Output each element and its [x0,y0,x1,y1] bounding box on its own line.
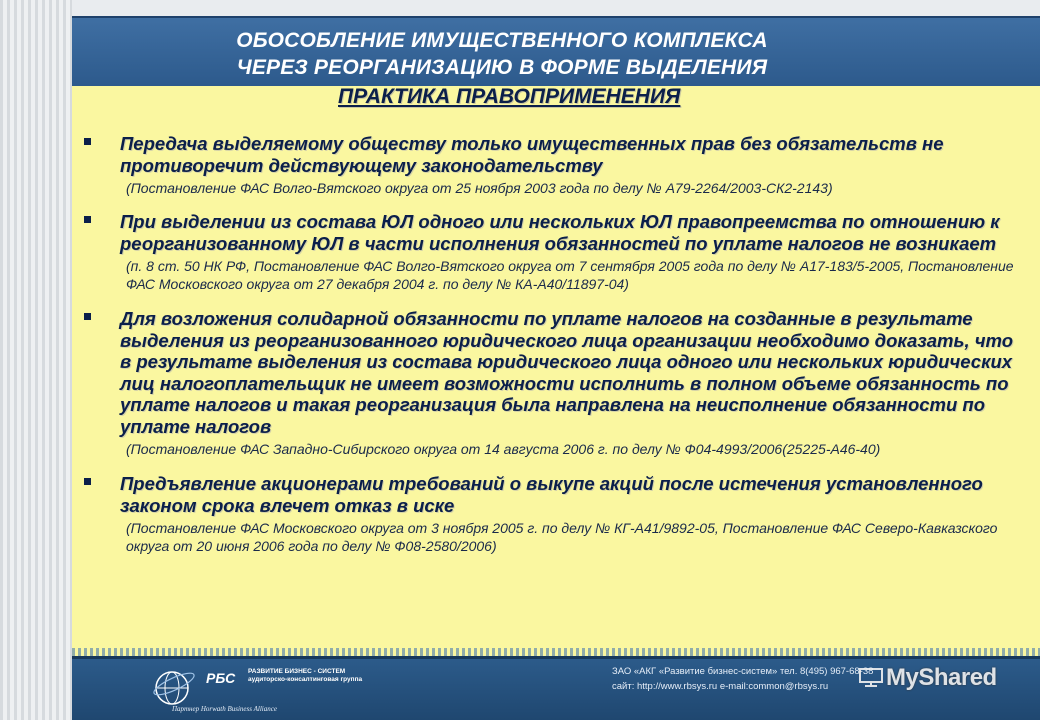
item-reference: (п. 8 ст. 50 НК РФ, Постановление ФАС Волго-Вятского округа от 7 сентября 2005 года по делу № А17-183/5-2005, Постановление ФАС Московского округа от 27 декабря 2004 г. по делу № КА-А40/11897-04) [126,258,1014,292]
contact-info [612,664,873,694]
logo-brand: РБС [206,670,236,686]
square-bullet-icon [84,135,94,145]
item-statement: При выделении из состава ЮЛ одного или нескольких ЮЛ правопреемства по отношению к реорганизованному ЮЛ в части исполнения обязанностей по уплате налогов не возникает [120,211,1000,254]
watermark-text: MyShared [886,664,997,691]
globe-logo-icon [150,664,198,708]
logo-tagline [248,668,362,684]
logo-tagline-line-2: аудиторско-консалтинговая группа [248,676,363,683]
square-bullet-icon [84,213,94,223]
contact-web-line[interactable]: сайт: http://www.rbsys.ru e-mail:common@rbsys.ru [612,681,829,692]
slide-subtitle: ПРАКТИКА ПРАВОПРИМЕНЕНИЯ [338,85,681,108]
item-reference: (Постановление ФАС Волго-Вятского округа от 25 ноября 2003 года по делу № А79-2264/2003-СК2-2143) [126,180,833,196]
list-item [84,211,1024,293]
list-item [84,308,1024,458]
square-bullet-icon [84,475,94,485]
bullet-list [84,133,1024,555]
title-line-2: ЧЕРЕЗ РЕОРГАНИЗАЦИЮ В ФОРМЕ ВЫДЕЛЕНИЯ [236,56,768,79]
title-line-1: ОБОСОБЛЕНИЕ ИМУЩЕСТВЕННОГО КОМПЛЕКСА [236,29,768,52]
slide-title [72,27,932,81]
item-statement: Для возложения солидарной обязанности по уплате налогов на созданные в результате выделения из реорганизованного юридического лица организации необходимо доказать, что в результате выделения из состава юридического лица одного или нескольких юридических лиц налогоплательщик не имеет возможности исполнить в полном объеме обязанность по уплате налогов и такая реорганизация была направлена на неисполнение обязанности по уплате налогов [120,308,1014,437]
footer-divider [72,648,1040,656]
watermark [858,664,997,692]
square-bullet-icon [84,310,94,320]
item-statement: Предъявление акционерами требований о выкупе акций после истечения установленного законом срока влечет отказ в иске [120,473,983,516]
logo-tagline-line-1: РАЗВИТИЕ БИЗНЕС - СИСТЕМ [248,668,346,675]
list-item [84,133,1024,197]
contact-phone-line: ЗАО «АКГ «Развитие бизнес-систем» тел. 8(495) 967-68-38 [612,666,874,677]
item-statement: Передача выделяемому обществу только имущественных прав без обязательств не противоречит действующему законодательству [120,133,944,176]
partner-caption: Партнер Horwath Business Alliance [172,705,277,713]
item-reference: (Постановление ФАС Западно-Сибирского округа от 14 августа 2006 г. по делу № Ф04-4993/2006(25225-А46-40) [126,441,881,457]
item-reference: (Постановление ФАС Московского округа от 3 ноября 2005 г. по делу № КГ-А41/9892-05, Постановление ФАС Северо-Кавказского округа от 20 июня 2006 года по делу № Ф08-2580/2006) [126,520,998,554]
decorative-stripes [0,0,72,720]
list-item [84,473,1024,555]
presentation-screen-icon [858,667,884,687]
